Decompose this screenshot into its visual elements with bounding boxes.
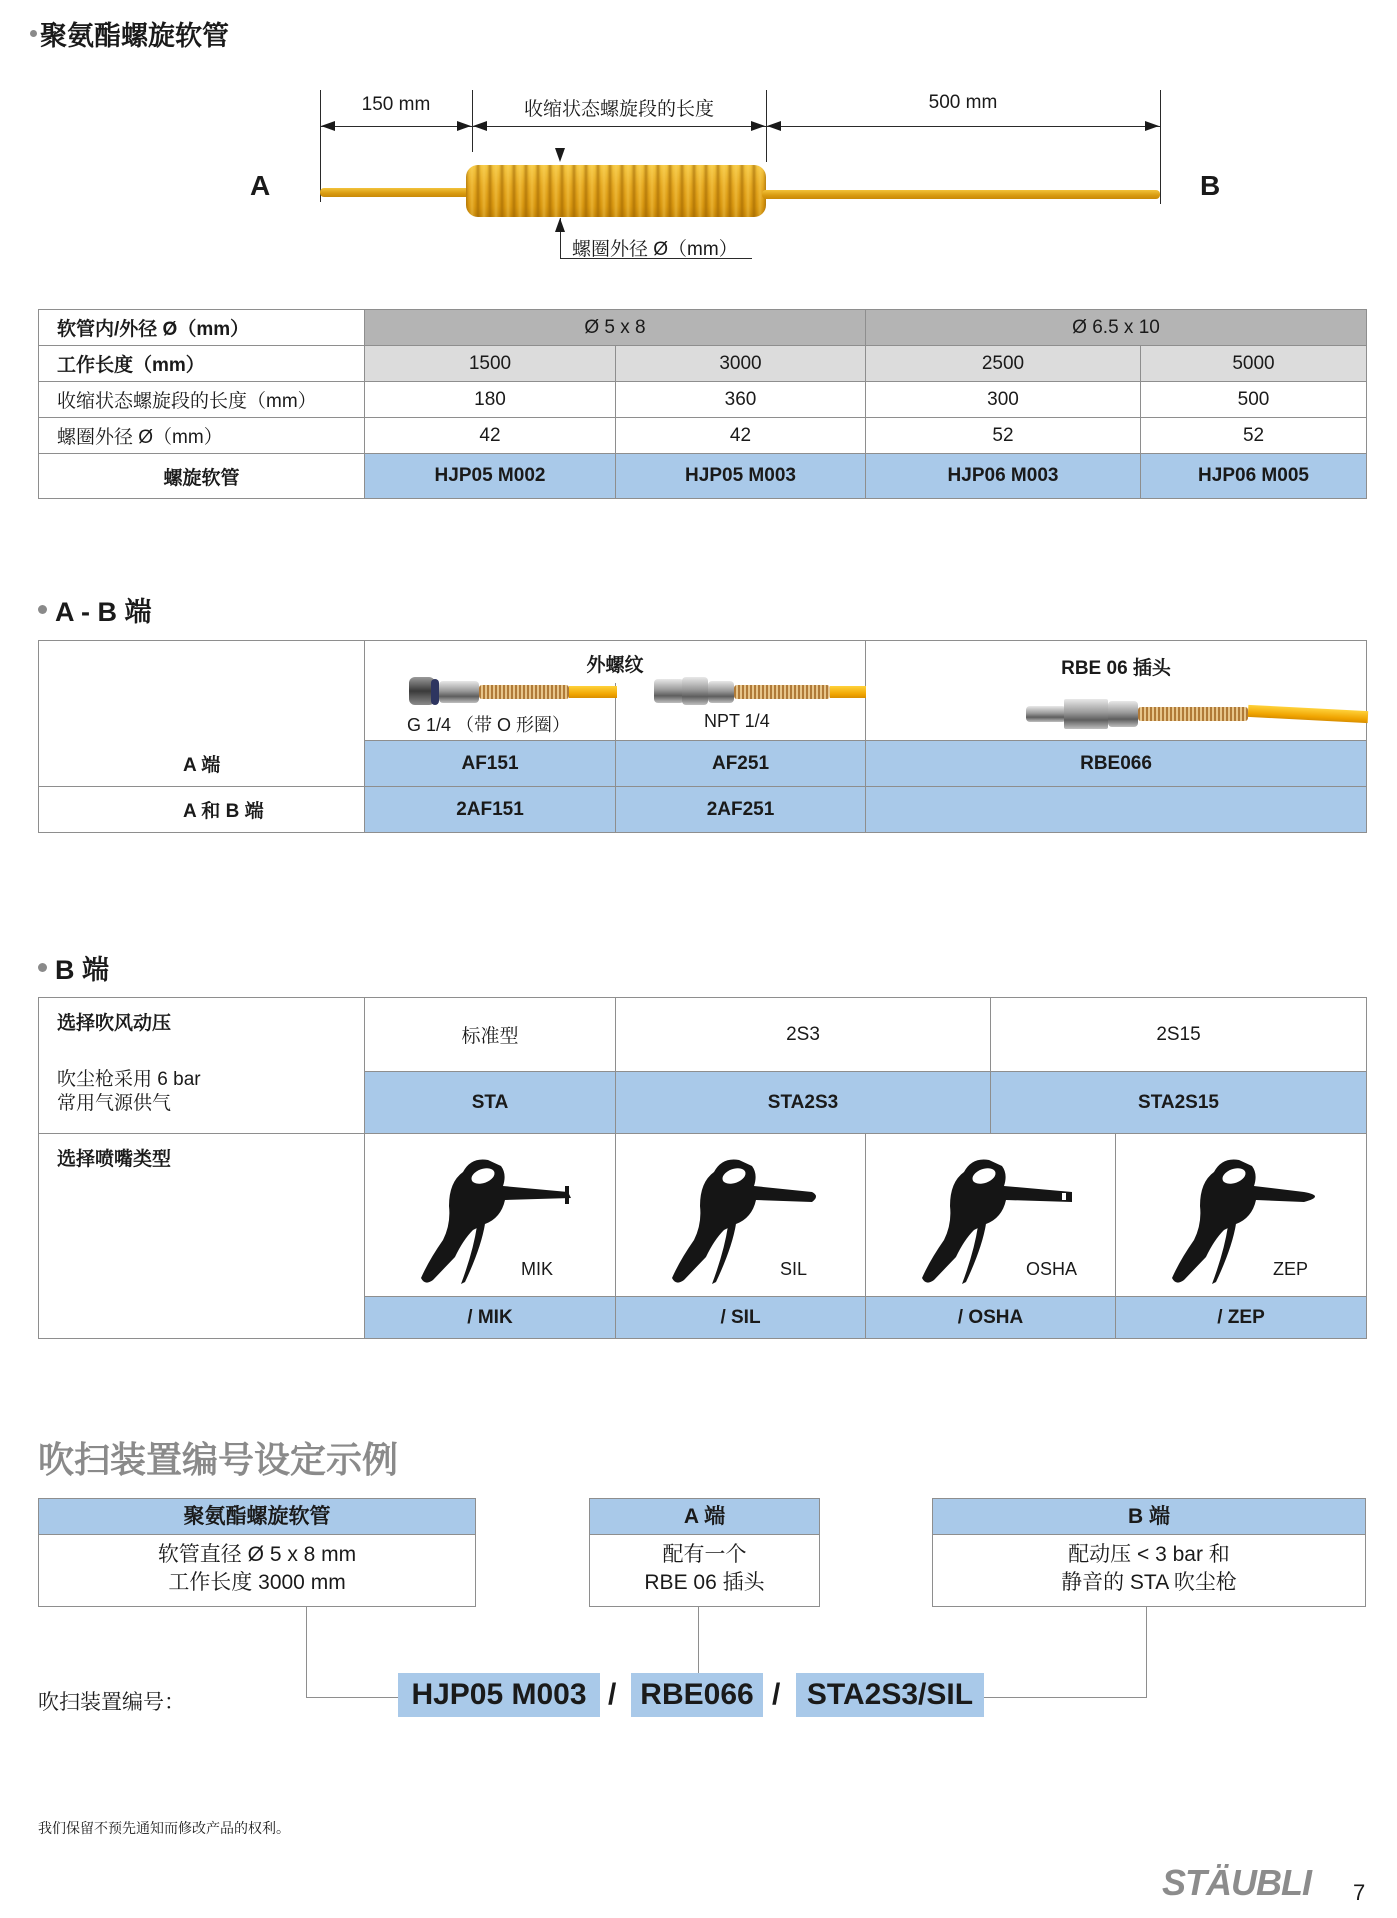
blow-gun-table <box>38 997 1367 1134</box>
section-title-text: 聚氨酯螺旋软管 <box>40 21 229 51</box>
row-label-coil-diameter: 螺圈外径 Ø（mm） <box>39 418 365 454</box>
rbe-plug-image <box>1026 697 1366 737</box>
arrow-right-icon <box>1145 121 1159 131</box>
row-label-a-and-b-end <box>39 787 365 833</box>
rbe-plug-cell <box>866 641 1367 741</box>
arrow-down-icon <box>555 148 565 162</box>
section-title-text: A - B 端 <box>55 597 152 627</box>
nozzle-code-cell: / SIL <box>616 1297 866 1339</box>
dimension-line <box>766 126 1160 127</box>
nozzle-osha-cell <box>866 1134 1116 1297</box>
example-box-head: 聚氨酯螺旋软管 <box>39 1499 475 1535</box>
npt14-fitting-image <box>654 675 866 707</box>
code-chip-hose: HJP05 M003 <box>398 1673 600 1717</box>
hose-code-cell: HJP05 M003 <box>616 454 866 499</box>
arrow-left-icon <box>767 121 781 131</box>
example-box-line2: 静音的 STA 吹尘枪 <box>1061 1571 1237 1594</box>
dimension-line <box>472 126 766 127</box>
section-title-b-end <box>38 948 109 987</box>
section-title-a-b-ends <box>38 590 152 629</box>
pressure-note-line2: 常用气源供气 <box>57 1093 172 1114</box>
connector-line <box>984 1697 1147 1698</box>
dimension-line <box>320 126 472 127</box>
connector-line <box>306 1607 307 1698</box>
coil-diameter-text: 螺圈外径 Ø（mm） <box>572 239 738 260</box>
dimension-right-text: 500 mm <box>928 92 998 113</box>
example-box-line1: 配动压 < 3 bar 和 <box>1068 1543 1230 1566</box>
row-label-working-length: 工作长度（mm） <box>39 346 365 382</box>
retracted-length-cell: 500 <box>1141 382 1367 418</box>
section-title-text: B 端 <box>55 955 109 985</box>
example-box-head: A 端 <box>590 1499 819 1535</box>
example-box-line1: 软管直径 Ø 5 x 8 mm <box>157 1543 357 1566</box>
nozzle-name-sil: SIL <box>779 1259 807 1279</box>
pressure-type-2s3: 2S3 <box>616 998 991 1072</box>
hose-code-cell: HJP06 M005 <box>1141 454 1367 499</box>
header-rbe-plug: RBE 06 插头 <box>1061 658 1171 679</box>
g14-caption: G 1/4 （带 O 形圈） <box>407 714 571 735</box>
nozzle-sil-cell <box>616 1134 866 1297</box>
example-box-body <box>590 1535 819 1597</box>
nozzle-code-cell: / OSHA <box>866 1297 1116 1339</box>
a-end-code-cell: AF251 <box>616 741 866 787</box>
nozzle-code-cell: / ZEP <box>1116 1297 1367 1339</box>
example-box-a-end <box>589 1498 820 1607</box>
code-chip-a-end: RBE066 <box>631 1673 763 1717</box>
nozzle-name-zep: ZEP <box>1272 1259 1308 1279</box>
nozzle-table <box>38 1133 1367 1339</box>
ab-end-code-cell <box>866 787 1367 833</box>
example-box-line2: RBE 06 插头 <box>644 1571 765 1594</box>
example-box-line2: 工作长度 3000 mm <box>168 1571 346 1594</box>
npt14-fitting-cell <box>616 683 866 741</box>
code-label: 吹扫装置编号： <box>38 1691 185 1714</box>
coil-diameter-cell: 52 <box>866 418 1141 454</box>
group-header-5x8: Ø 5 x 8 <box>365 310 866 346</box>
hose-straight-b <box>762 190 1160 199</box>
hose-code-cell: HJP05 M002 <box>365 454 616 499</box>
coil-diameter-cell: 42 <box>616 418 866 454</box>
code-separator: / <box>608 1678 617 1711</box>
hose-code-cell: HJP06 M003 <box>866 454 1141 499</box>
working-length-cell: 1500 <box>365 346 616 382</box>
row-label-retracted-length: 收缩状态螺旋段的长度（mm） <box>39 382 365 418</box>
row-label-a-end: A 端 <box>39 741 365 787</box>
nozzle-name-osha: OSHA <box>1025 1259 1077 1279</box>
pressure-label-cell <box>39 998 365 1134</box>
staubli-logo: STÄUBLI <box>1162 1862 1311 1903</box>
working-length-cell: 2500 <box>866 346 1141 382</box>
arrow-left-icon <box>473 121 487 131</box>
npt14-caption: NPT 1/4 <box>704 710 770 731</box>
working-length-cell: 5000 <box>1141 346 1367 382</box>
nozzle-zep-cell <box>1116 1134 1367 1297</box>
pressure-code-cell: STA <box>365 1072 616 1134</box>
arrow-right-icon <box>457 121 471 131</box>
nozzle-code-cell: / MIK <box>365 1297 616 1339</box>
pressure-type-2s15: 2S15 <box>991 998 1367 1072</box>
ab-end-code-cell: 2AF251 <box>616 787 866 833</box>
row-label-spiral-hose: 螺旋软管 <box>39 454 365 499</box>
bullet-icon <box>38 605 47 614</box>
example-box-body <box>39 1535 475 1597</box>
dimension-left-text: 150 mm <box>361 94 431 115</box>
example-box-body <box>933 1535 1365 1597</box>
g14-fitting-image <box>409 675 617 707</box>
code-chip-b-end: STA2S3/SIL <box>796 1673 984 1717</box>
page-number: 7 <box>1353 1880 1366 1905</box>
nozzle-mik-cell <box>365 1134 616 1297</box>
blow-gun-mik-icon <box>393 1152 583 1292</box>
example-box-b-end <box>932 1498 1366 1607</box>
row-label-text: A 和 B 端 <box>183 801 264 822</box>
group-header-6-5x10: Ø 6.5 x 10 <box>866 310 1367 346</box>
blank-corner <box>39 641 365 741</box>
extension-line <box>1160 90 1161 204</box>
a-end-code-cell: RBE066 <box>866 741 1367 787</box>
footnote: 我们保留不预先通知而修改产品的权利。 <box>38 1820 290 1836</box>
coiled-hose <box>466 165 766 217</box>
bullet-icon <box>30 30 37 37</box>
g14-fitting-cell <box>365 683 616 741</box>
row-label-diameter: 软管内/外径 Ø（mm） <box>39 310 365 346</box>
end-label-b: B <box>1200 170 1221 201</box>
coil-diameter-cell: 52 <box>1141 418 1367 454</box>
end-fittings-table <box>38 640 1367 833</box>
end-label-a: A <box>250 170 271 201</box>
example-box-hose <box>38 1498 476 1607</box>
connector-line <box>306 1697 398 1698</box>
pressure-code-cell: STA2S15 <box>991 1072 1367 1134</box>
section-title-spiral-hose <box>30 14 229 53</box>
nozzle-label: 选择喷嘴类型 <box>39 1134 365 1339</box>
example-box-line1: 配有一个 <box>662 1543 747 1566</box>
code-separator: / <box>772 1678 781 1711</box>
header-male-thread: 外螺纹 <box>365 641 866 683</box>
retracted-length-cell: 360 <box>616 382 866 418</box>
connector-line <box>698 1607 699 1674</box>
arrow-left-icon <box>321 121 335 131</box>
dimension-middle-text: 收缩状态螺旋段的长度 <box>523 99 714 120</box>
coil-diameter-cell: 42 <box>365 418 616 454</box>
working-length-cell: 3000 <box>616 346 866 382</box>
pressure-type-standard: 标准型 <box>365 998 616 1072</box>
connector-line <box>1146 1607 1147 1698</box>
pressure-label: 选择吹风动压 <box>57 1013 172 1034</box>
spiral-hose-table <box>38 309 1367 499</box>
example-title: 吹扫装置编号设定示例 <box>38 1439 399 1480</box>
arrow-right-icon <box>751 121 765 131</box>
bullet-icon <box>38 963 47 972</box>
retracted-length-cell: 300 <box>866 382 1141 418</box>
hose-straight-a <box>320 188 470 197</box>
example-box-head: B 端 <box>933 1499 1365 1535</box>
a-end-code-cell: AF151 <box>365 741 616 787</box>
pressure-code-cell: STA2S3 <box>616 1072 991 1134</box>
ab-end-code-cell: 2AF151 <box>365 787 616 833</box>
pressure-note-line1: 吹尘枪采用 6 bar <box>57 1069 201 1090</box>
nozzle-name-mik: MIK <box>520 1259 553 1279</box>
retracted-length-cell: 180 <box>365 382 616 418</box>
arrow-up-icon <box>555 218 565 232</box>
